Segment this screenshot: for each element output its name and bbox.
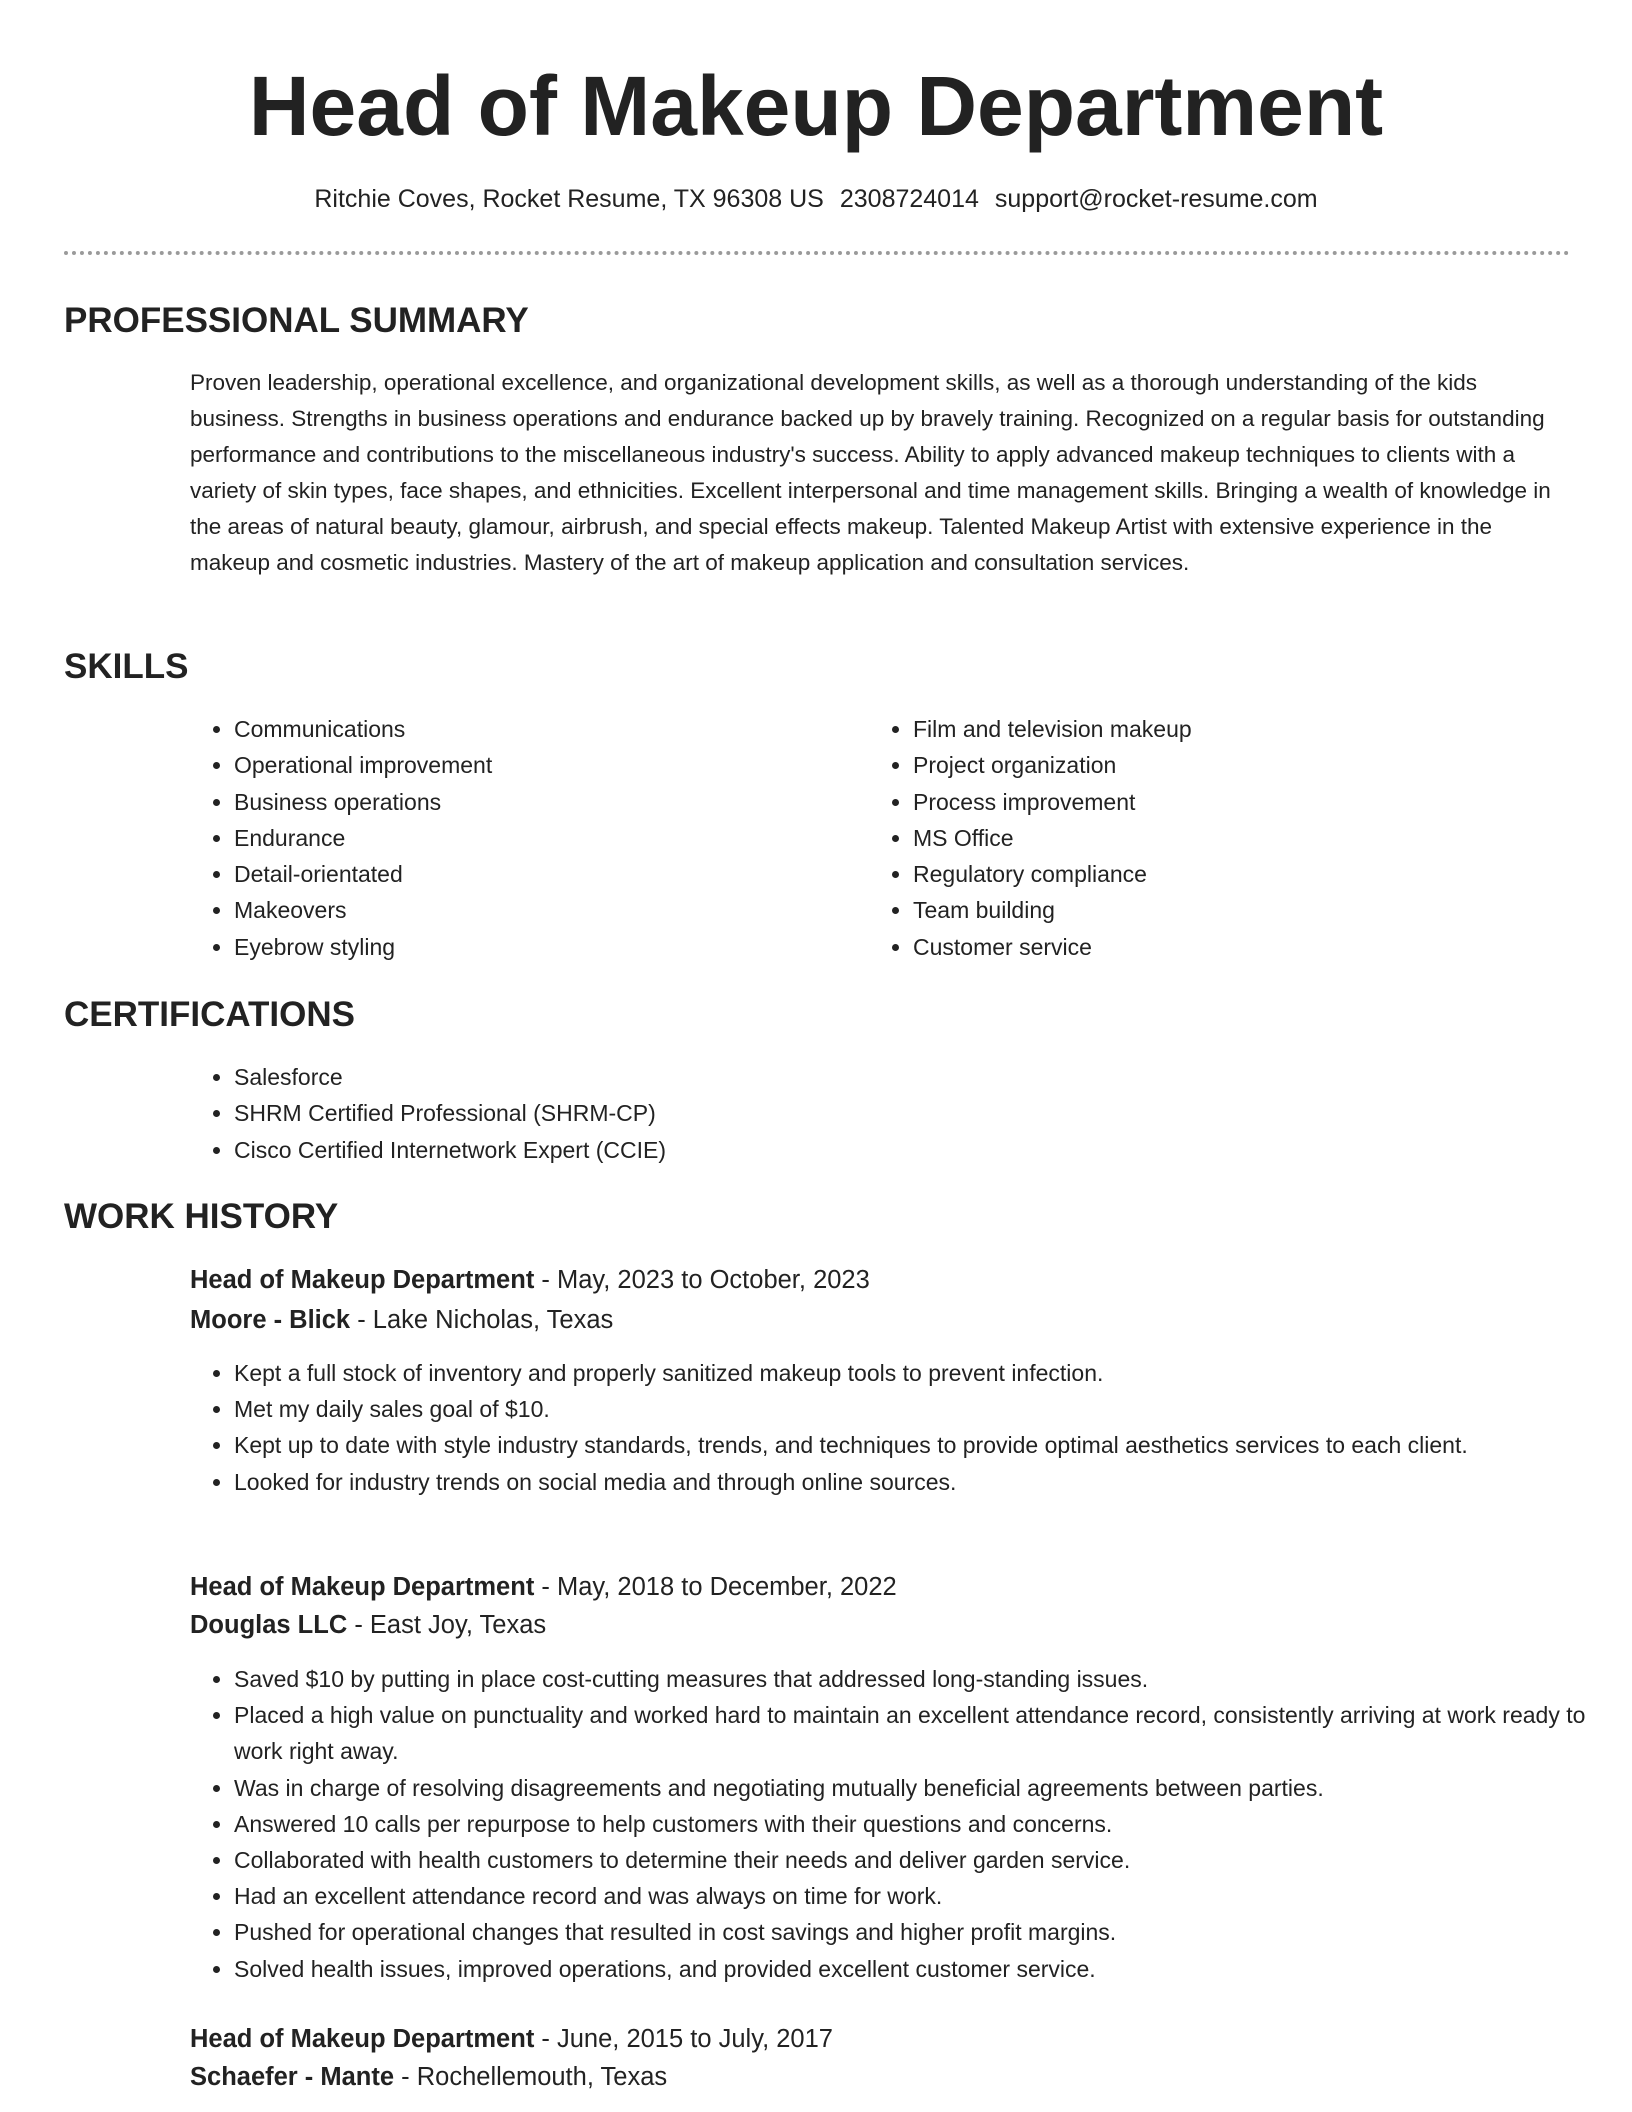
list-item: • Kept a full stock of inventory and properly sanitized makeup tools to prevent infection.	[234, 1355, 1600, 1391]
list-item: • Met my daily sales goal of $10.	[234, 1391, 1600, 1427]
list-item: • MS Office	[913, 820, 1593, 856]
job-location: - East Joy, Texas	[354, 1611, 547, 1639]
list-item: • Cisco Certified Internetwork Expert (CCIE)	[234, 1132, 1534, 1168]
certifications-list	[190, 1059, 1534, 1168]
list-item: • Process improvement	[913, 784, 1593, 820]
list-item: • Team building	[913, 892, 1593, 928]
list-item: • Operational improvement	[234, 747, 874, 783]
list-item: • Detail-orientated	[234, 856, 874, 892]
job-company: Douglas LLC	[190, 1611, 348, 1639]
list-item: • Saved $10 by putting in place cost-cutting measures that addressed long-standing issues.	[234, 1661, 1600, 1697]
job-company-line	[190, 1302, 613, 1338]
list-item: • Kept up to date with style industry standards, trends, and techniques to provide optimal aesthetics services to each client.	[234, 1427, 1600, 1463]
job-location: - Rochellemouth, Texas	[401, 2063, 668, 2091]
list-item: • Pushed for operational changes that resulted in cost savings and higher profit margins.	[234, 1914, 1600, 1950]
list-item: • Film and television makeup	[913, 711, 1593, 747]
page-title: Head of Makeup Department	[248, 59, 1384, 153]
list-item: • Collaborated with health customers to determine their needs and deliver garden service.	[234, 1842, 1600, 1878]
list-item: • Endurance	[234, 820, 874, 856]
skills-list-left	[190, 711, 874, 965]
contact-phone: 2308724014	[839, 185, 979, 213]
skills-list-right	[869, 711, 1593, 965]
list-item: • Regulatory compliance	[913, 856, 1593, 892]
job-company: Schaefer - Mante	[190, 2063, 395, 2091]
job-company: Moore - Blick	[190, 1306, 351, 1334]
certifications-heading: CERTIFICATIONS	[64, 995, 356, 1034]
job-company-line	[190, 2059, 667, 2095]
job-bullets	[190, 1355, 1600, 1500]
contact-email: support@rocket-resume.com	[994, 185, 1318, 213]
summary-text: Proven leadership, operational excellence, and organizational development skills, as well as a thorough understanding of the kids business. Strengths in business operations and endurance backed up by bravely training. Recognized on a regular basis for outstanding performance and contributions to the miscellaneous industry's success. Ability to apply advanced makeup techniques to clients with a variety of skin types, face shapes, and ethnicities. Excellent interpersonal and time management skills. Bringing a wealth of knowledge in the areas of natural beauty, glamour, airbrush, and special effects makeup. Talented Makeup Artist with extensive experience in the makeup and cosmetic industries. Mastery of the art of makeup application and consultation services.	[190, 370, 1551, 575]
contact-address: Ritchie Coves, Rocket Resume, TX 96308 US	[314, 185, 824, 213]
list-item: • Solved health issues, improved operations, and provided excellent customer service.	[234, 1951, 1600, 1987]
summary-heading: PROFESSIONAL SUMMARY	[64, 301, 529, 340]
list-item: • Had an excellent attendance record and was always on time for work.	[234, 1878, 1600, 1914]
skills-heading: SKILLS	[64, 647, 189, 686]
list-item: • Placed a high value on punctuality and worked hard to maintain an excellent attendance record, consistently arriving at work ready to work right away.	[234, 1697, 1600, 1769]
job-title: Head of Makeup Department	[190, 1266, 535, 1294]
job-title-line	[190, 2021, 833, 2057]
job-dates: - May, 2023 to October, 2023	[541, 1266, 870, 1294]
list-item: • Customer service	[913, 929, 1593, 965]
list-item: • Salesforce	[234, 1059, 1534, 1095]
job-bullets	[190, 1661, 1600, 1987]
contact-line	[0, 182, 1632, 216]
header-divider	[64, 251, 1570, 255]
list-item: • Business operations	[234, 784, 874, 820]
job-location: - Lake Nicholas, Texas	[357, 1306, 614, 1334]
list-item: • Answered 10 calls per repurpose to help customers with their questions and concerns.	[234, 1806, 1600, 1842]
list-item: • Eyebrow styling	[234, 929, 874, 965]
list-item: • Was in charge of resolving disagreements and negotiating mutually beneficial agreements between parties.	[234, 1770, 1600, 1806]
job-title: Head of Makeup Department	[190, 2025, 535, 2053]
job-title: Head of Makeup Department	[190, 1573, 535, 1601]
job-title-line	[190, 1262, 870, 1298]
list-item: • Makeovers	[234, 892, 874, 928]
job-dates: - May, 2018 to December, 2022	[541, 1573, 897, 1601]
job-dates: - June, 2015 to July, 2017	[541, 2025, 833, 2053]
list-item: • Looked for industry trends on social media and through online sources.	[234, 1464, 1600, 1500]
list-item: • Project organization	[913, 747, 1593, 783]
job-company-line	[190, 1607, 546, 1643]
work-history-heading: WORK HISTORY	[64, 1197, 339, 1236]
list-item: • SHRM Certified Professional (SHRM-CP)	[234, 1095, 1534, 1131]
job-title-line	[190, 1569, 897, 1605]
list-item: • Communications	[234, 711, 874, 747]
